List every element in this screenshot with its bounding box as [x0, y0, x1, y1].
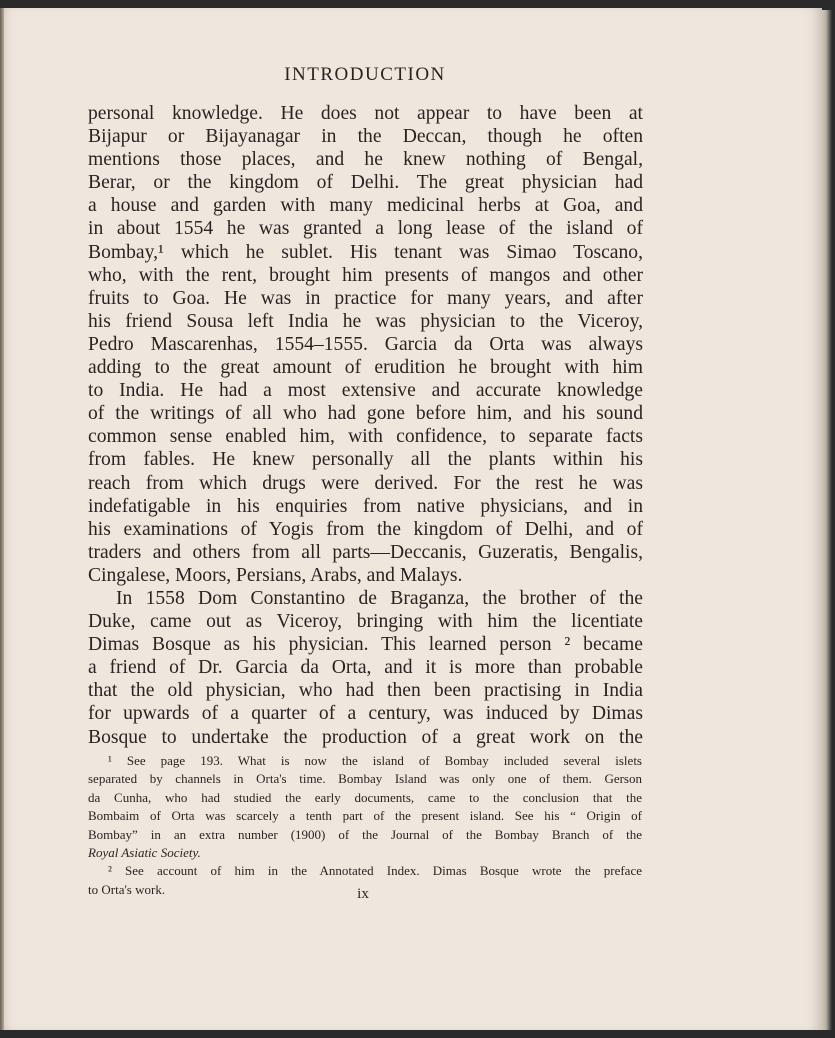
- body-line: personal knowledge. He does not appear to have been at: [88, 103, 643, 124]
- footnote-line: ¹ See page 193. What is now the island of Bombay included several islets: [108, 753, 642, 768]
- page-fore-edge: [822, 10, 832, 1030]
- page-number: ix: [357, 886, 369, 902]
- body-line: Dimas Bosque as his physician. This learned person ² became: [88, 634, 643, 656]
- footnote-line: Royal Asiatic Society.: [88, 845, 201, 861]
- body-line: his friend Sousa left India he was physician to the Viceroy,: [88, 310, 643, 332]
- footnote-line: da Cunha, who had studied the early documents, came to the conclusion that the: [88, 789, 642, 805]
- footnote-line: Bombaim of Orta was scarcely a tenth part of the present island. See his “ Origin of: [88, 808, 642, 824]
- body-line: In 1558 Dom Constantino de Braganza, the brother of the: [116, 587, 643, 609]
- footnote-line: ² See account of him in the Annotated Index. Dimas Bosque wrote the preface: [108, 863, 642, 879]
- body-line: traders and others from all parts—Deccanis, Guzeratis, Bengalis,: [88, 541, 643, 563]
- body-line: fruits to Goa. He was in practice for many years, and after: [88, 287, 643, 309]
- body-line: Cingalese, Moors, Persians, Arabs, and Malays.: [88, 564, 463, 586]
- footnote-line: to Orta's work.: [88, 881, 166, 897]
- footnote-line: separated by channels in Orta's time. Bombay Island was only one of them. Gerson: [88, 771, 642, 787]
- body-line: from fables. He knew personally all the plants within his: [88, 449, 643, 471]
- body-line: to India. He had a most extensive and accurate knowledge: [88, 380, 643, 402]
- body-line: who, with the rent, brought him presents of mangos and other: [88, 264, 643, 286]
- body-text: [88, 102, 643, 749]
- body-line: Bijapur or Bijayanagar in the Deccan, though he often: [88, 126, 643, 148]
- body-line: of the writings of all who had gone before him, and his sound: [88, 403, 643, 425]
- body-line: mentions those places, and he knew nothing of Bengal,: [88, 149, 643, 171]
- body-line: Duke, came out as Viceroy, bringing with him the licentiate: [88, 611, 643, 633]
- body-line: that the old physician, who had then been practising in India: [88, 680, 643, 702]
- footnotes: [88, 752, 642, 899]
- body-line: in about 1554 he was granted a long lease of the island of: [88, 218, 643, 240]
- body-line: indefatigable in his enquiries from native physicians, and in: [88, 495, 643, 517]
- footnote-line footnote-italic-line: Bombay” in an extra number (1900) of the Journal of the Bombay Branch of the: [88, 826, 642, 842]
- body-line: adding to the great amount of erudition he brought with him: [88, 357, 643, 379]
- body-line: Pedro Mascarenhas, 1554–1555. Garcia da Orta was always: [88, 333, 643, 355]
- body-line: a house and garden with many medicinal herbs at Goa, and: [88, 195, 643, 217]
- body-line: his examinations of Yogis from the kingdom of Delhi, and of: [88, 518, 643, 540]
- body-line: reach from which drugs were derived. For the rest he was: [88, 472, 643, 494]
- running-header: INTRODUCTION: [284, 64, 446, 85]
- body-line: Bosque to undertake the production of a great work on the: [88, 726, 643, 748]
- body-line: Berar, or the kingdom of Delhi. The great physician had: [88, 172, 643, 194]
- body-line: Bombay,¹ which he sublet. His tenant was Simao Toscano,: [88, 241, 643, 263]
- body-line: a friend of Dr. Garcia da Orta, and it is more than probable: [88, 657, 643, 679]
- body-line: common sense enabled him, with confidence, to separate facts: [88, 426, 643, 448]
- body-line: for upwards of a quarter of a century, was induced by Dimas: [88, 703, 643, 725]
